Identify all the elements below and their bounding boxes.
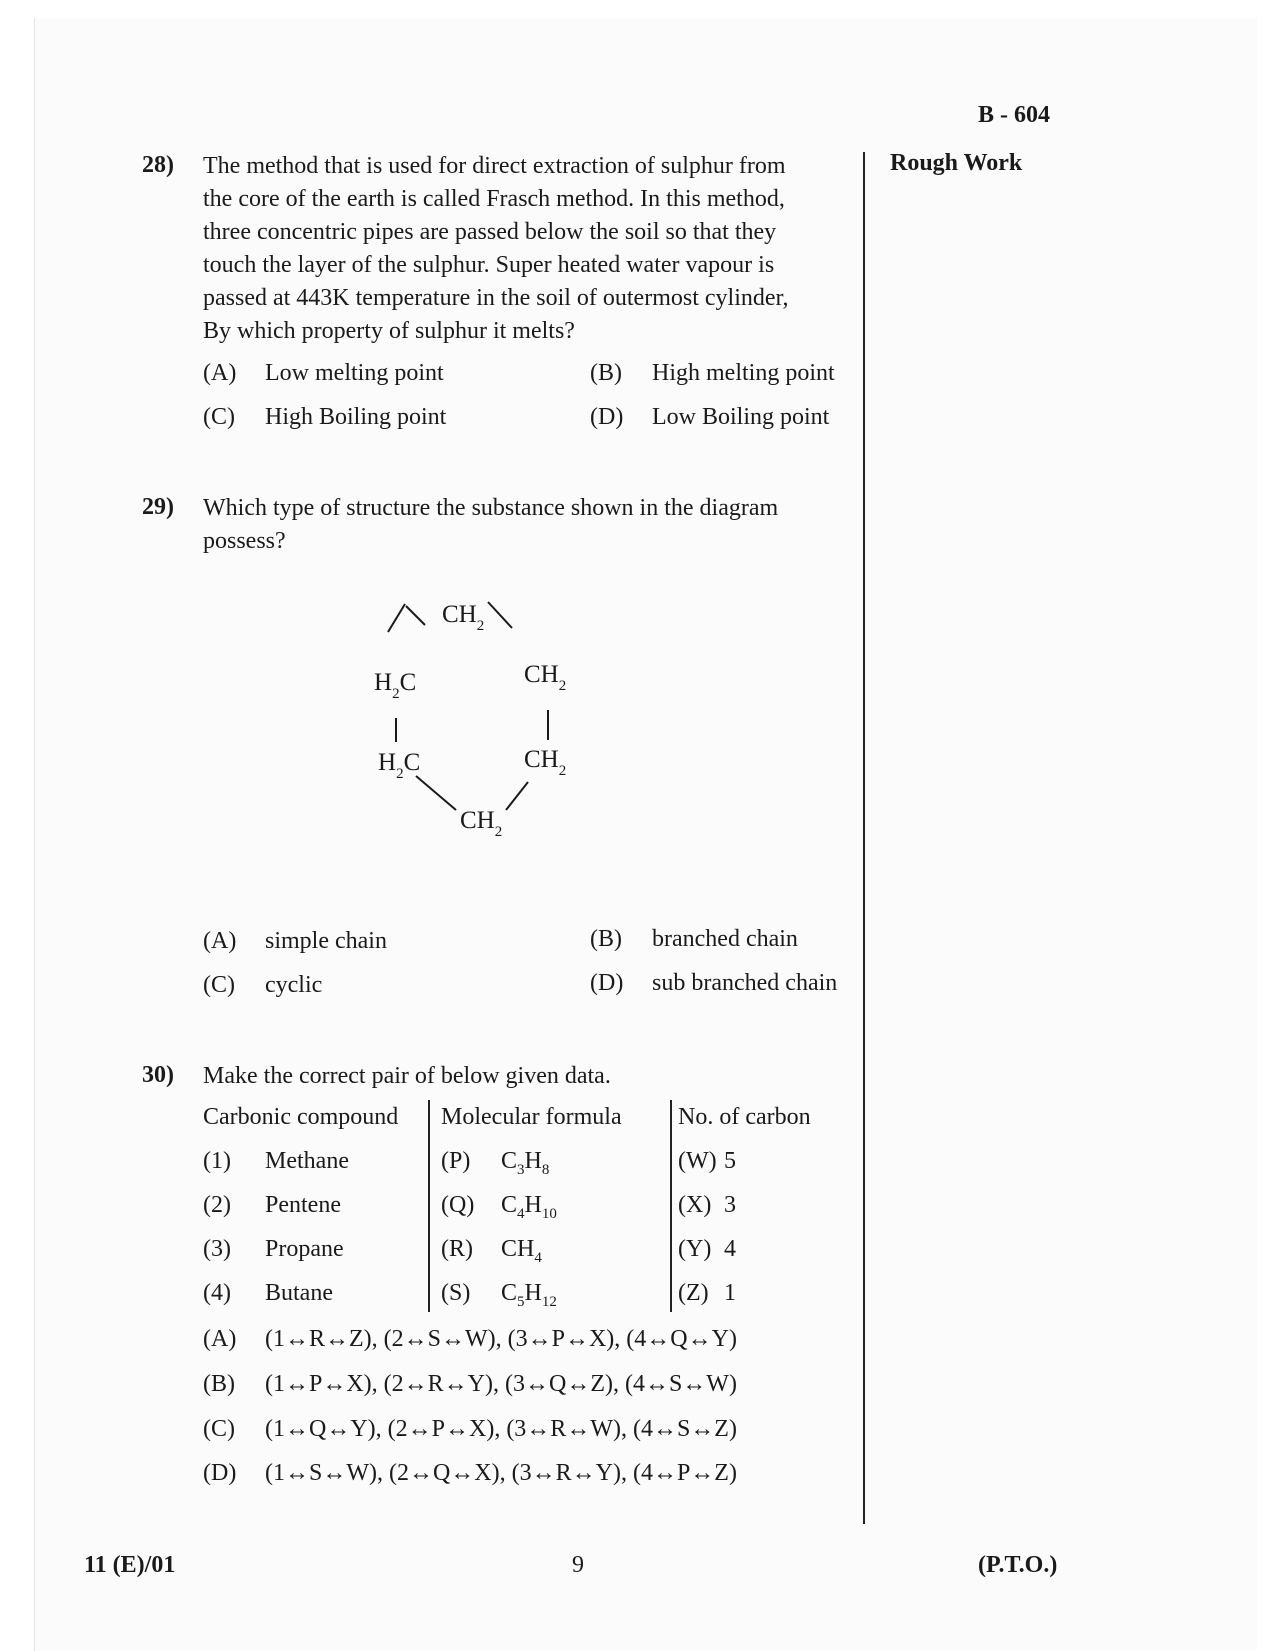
atom-top: $CH_2$ xyxy=(442,601,485,634)
q28-line-4: touch the layer of the sulphur. Super heated water vapour is xyxy=(203,252,775,278)
question-29-number: 29) xyxy=(142,494,174,520)
q29-option-c: (C) cyclic xyxy=(203,972,323,998)
q28-option-b: (B) High melting point xyxy=(590,360,835,386)
formula-cell: (S) $C_5H_{12}$ xyxy=(441,1280,557,1310)
q28-line-3: three concentric pipes are passed below the soil so that they xyxy=(203,219,777,245)
col-header-compound: Carbonic compound xyxy=(203,1104,399,1130)
table-row: (2) Pentene xyxy=(203,1192,341,1218)
q28-option-c: (C) High Boiling point xyxy=(203,404,447,430)
col-header-carbon: No. of carbon xyxy=(678,1104,811,1130)
atom-upper-right: $CH_2$ xyxy=(524,661,567,694)
q29-option-d: (D) sub branched chain xyxy=(590,970,838,996)
q28-line-6: By which property of sulphur it melts? xyxy=(203,318,575,344)
q30-option-d: (D) (1↔S↔W), (2↔Q↔X), (3↔R↔Y), (4↔P↔Z) xyxy=(203,1460,737,1486)
q30-option-a: (A) (1↔R↔Z), (2↔S↔W), (3↔P↔X), (4↔Q↔Y) xyxy=(203,1326,737,1352)
question-29-text xyxy=(203,492,858,558)
atom-bottom: $CH_2$ xyxy=(460,807,503,840)
column-divider xyxy=(863,152,865,1524)
question-30-number: 30) xyxy=(142,1062,174,1088)
atom-lower-left: $H_2C$ xyxy=(378,749,421,782)
q29-option-b: (B) branched chain xyxy=(590,926,798,952)
atom-lower-right: $CH_2$ xyxy=(524,746,567,779)
formula-cell: (Q) $C_4H_{10}$ xyxy=(441,1192,557,1222)
q28-line-2: the core of the earth is called Frasch method. In this method, xyxy=(203,186,785,212)
table-separator-1 xyxy=(428,1100,430,1312)
q29-line-1: Which type of structure the substance shown in the diagram xyxy=(203,495,779,521)
table-row: (4) Butane xyxy=(203,1280,333,1306)
paper-code: 11 (E)/01 xyxy=(84,1552,176,1578)
carbon-cell: (X) 3 xyxy=(678,1192,736,1218)
q29-option-a: (A) simple chain xyxy=(203,928,387,954)
question-28-number: 28) xyxy=(142,152,174,178)
formula-cell: (R) $CH_4$ xyxy=(441,1236,542,1266)
question-28-text xyxy=(203,150,858,348)
question-30-text: Make the correct pair of below given data. xyxy=(203,1063,611,1089)
pto-label: (P.T.O.) xyxy=(978,1552,1058,1578)
q29-line-2: possess? xyxy=(203,528,286,554)
table-separator-2 xyxy=(670,1100,672,1312)
atom-upper-left: $H_2C$ xyxy=(374,669,417,702)
cyclohexane-diagram xyxy=(360,590,600,860)
rough-work-label: Rough Work xyxy=(890,150,1023,176)
q28-option-a: (A) Low melting point xyxy=(203,360,444,386)
page-number: 9 xyxy=(572,1552,584,1578)
q28-line-5: passed at 443K temperature in the soil of outermost cylinder, xyxy=(203,285,789,311)
bond-lines xyxy=(388,602,548,810)
q30-option-c: (C) (1↔Q↔Y), (2↔P↔X), (3↔R↔W), (4↔S↔Z) xyxy=(203,1416,737,1442)
carbon-cell: (Y) 4 xyxy=(678,1236,736,1262)
booklet-code: B - 604 xyxy=(978,102,1050,128)
q28-option-d: (D) Low Boiling point xyxy=(590,404,830,430)
table-row: (1) Methane xyxy=(203,1148,349,1174)
col-header-formula: Molecular formula xyxy=(441,1104,622,1130)
formula-cell: (P) $C_3H_8$ xyxy=(441,1148,550,1178)
q28-line-1: The method that is used for direct extraction of sulphur from xyxy=(203,153,786,179)
table-row: (3) Propane xyxy=(203,1236,344,1262)
q30-option-b: (B) (1↔P↔X), (2↔R↔Y), (3↔Q↔Z), (4↔S↔W) xyxy=(203,1371,737,1397)
carbon-cell: (W) 5 xyxy=(678,1148,736,1174)
carbon-cell: (Z) 1 xyxy=(678,1280,736,1306)
